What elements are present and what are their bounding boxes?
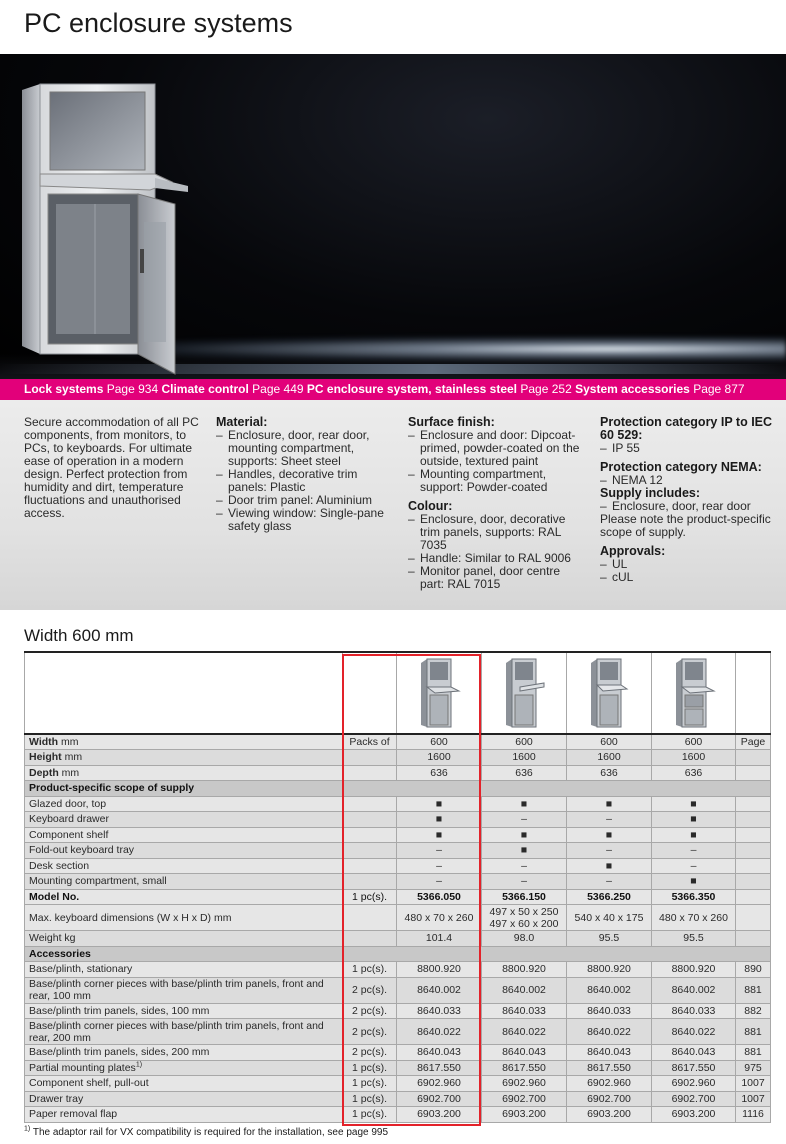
dim-value: 1600 — [652, 750, 736, 766]
approvals-heading: Approvals: — [600, 544, 666, 558]
keyboard-value: 480 x 70 x 260 — [652, 905, 736, 931]
accessory-model-number: 8617.550 — [652, 1060, 736, 1076]
packs-header: Packs of — [343, 734, 397, 750]
scope-value: ■ — [567, 827, 652, 843]
scope-row — [25, 858, 771, 874]
accessory-label: Component shelf, pull-out — [25, 1076, 343, 1092]
accessory-model-number: 8640.033 — [652, 1003, 736, 1019]
material-column — [216, 416, 394, 533]
model-row — [25, 889, 771, 905]
dim-unit: mm — [58, 766, 80, 779]
model-number: 5366.050 — [397, 889, 482, 905]
accessory-packs: 1 pc(s). — [343, 1060, 397, 1076]
stainless-steel-page: Page 252 — [520, 382, 572, 396]
accessory-page: 881 — [736, 1019, 771, 1045]
dim-value: 600 — [397, 734, 482, 750]
product-image-5366350 — [652, 652, 736, 734]
dim-value: 600 — [652, 734, 736, 750]
scope-value: ■ — [652, 812, 736, 828]
scope-value: – — [397, 858, 482, 874]
accessory-packs: 2 pc(s). — [343, 977, 397, 1003]
accessories-body — [25, 962, 771, 1123]
product-image-5366050 — [397, 652, 482, 734]
dim-value: 636 — [482, 765, 567, 781]
accessory-row — [25, 1003, 771, 1019]
accessory-model-number: 8800.920 — [652, 962, 736, 978]
system-accessories-link[interactable]: System accessories — [575, 382, 690, 396]
climate-control-link[interactable]: Climate control — [161, 382, 249, 396]
accessory-model-number: 8640.043 — [397, 1045, 482, 1061]
material-item: – Door trim panel: Aluminium — [216, 494, 394, 507]
product-image-5366150 — [482, 652, 567, 734]
dim-row-depth — [25, 765, 771, 781]
surface-item: – Mounting compartment, support: Powder-coated — [408, 468, 584, 494]
scope-label: Desk section — [25, 858, 343, 874]
scope-value: – — [482, 858, 567, 874]
accessory-model-number: 8640.033 — [482, 1003, 567, 1019]
scope-value: ■ — [482, 796, 567, 812]
accessory-model-number: 8640.002 — [567, 977, 652, 1003]
accessory-model-number: 8640.033 — [397, 1003, 482, 1019]
supply-heading: Supply includes: — [600, 486, 701, 500]
weight-label: Weight kg — [25, 931, 343, 947]
scope-value: – — [482, 812, 567, 828]
scope-value: – — [567, 843, 652, 859]
dim-value: 600 — [482, 734, 567, 750]
accessory-model-number: 8617.550 — [482, 1060, 567, 1076]
accessory-model-number: 8640.002 — [397, 977, 482, 1003]
stainless-steel-link[interactable]: PC enclosure system, stainless steel — [306, 382, 518, 396]
accessory-model-number: 6902.960 — [397, 1076, 482, 1092]
scope-row — [25, 843, 771, 859]
model-packs: 1 pc(s). — [343, 889, 397, 905]
intro-description: Secure accommodation of all PC components, from monitors, to PCs, to keyboards. For ultimate ease of operation in a modern design. Perfect protection from humidity and dirt, temperature fluctuations and unauthorised access. — [24, 415, 199, 520]
model-number: 5366.350 — [652, 889, 736, 905]
material-heading: Material: — [216, 415, 268, 429]
dim-label: Depth — [29, 766, 59, 779]
accessory-model-number: 8800.920 — [397, 962, 482, 978]
accessory-model-number: 6902.700 — [397, 1091, 482, 1107]
accessory-model-number: 8640.043 — [652, 1045, 736, 1061]
accessory-packs: 1 pc(s). — [343, 1107, 397, 1123]
scope-label: Fold-out keyboard tray — [25, 843, 343, 859]
scope-value: – — [567, 874, 652, 890]
accessory-row — [25, 962, 771, 978]
colour-item: – Handle: Similar to RAL 9006 — [408, 552, 584, 565]
surface-item: – Enclosure and door: Dipcoat-primed, powder-coated on the outside, textured paint — [408, 429, 584, 468]
scope-row — [25, 874, 771, 890]
accessory-label: Base/plinth corner pieces with base/plinth trim panels, front and rear, 100 mm — [25, 977, 343, 1003]
scope-value: – — [652, 843, 736, 859]
accessory-model-number: 8640.022 — [482, 1019, 567, 1045]
scope-label: Glazed door, top — [25, 796, 343, 812]
product-table — [24, 651, 770, 1123]
dim-unit: mm — [58, 736, 79, 748]
accessory-model-number: 8640.002 — [482, 977, 567, 1003]
keyboard-value-multi — [482, 905, 567, 931]
accessories-header-row — [25, 946, 771, 962]
cabinet-mounting-compartment-icon — [672, 657, 716, 729]
accessory-row — [25, 1091, 771, 1107]
accessory-label: Drawer tray — [25, 1091, 343, 1107]
dim-value: 1600 — [482, 750, 567, 766]
cross-reference-bar — [0, 379, 786, 400]
accessory-model-number: 6902.700 — [482, 1091, 567, 1107]
accessory-label: Base/plinth trim panels, sides, 100 mm — [25, 1003, 343, 1019]
scope-value: – — [567, 812, 652, 828]
accessory-model-number: 6902.700 — [652, 1091, 736, 1107]
page-title: PC enclosure systems — [24, 8, 293, 38]
accessory-model-number: 6902.960 — [567, 1076, 652, 1092]
accessory-row — [25, 1045, 771, 1061]
accessory-row — [25, 1060, 771, 1076]
accessory-model-number: 6902.960 — [482, 1076, 567, 1092]
dim-unit: mm — [61, 751, 83, 764]
model-number: 5366.150 — [482, 889, 567, 905]
keyboard-value: 497 x 60 x 200 — [489, 917, 559, 930]
supply-item: – Enclosure, door, rear door — [600, 500, 776, 513]
accessory-model-number: 6903.200 — [652, 1107, 736, 1123]
accessory-packs: 2 pc(s). — [343, 1003, 397, 1019]
accessory-packs: 2 pc(s). — [343, 1019, 397, 1045]
scope-value: – — [652, 858, 736, 874]
dim-value: 1600 — [567, 750, 652, 766]
approval-item: – cUL — [600, 571, 776, 584]
ip-heading: Protection category IP to IEC 60 529: — [600, 415, 773, 442]
nema-item: – NEMA 12 — [600, 474, 776, 487]
scope-value: – — [397, 874, 482, 890]
scope-value: – — [397, 843, 482, 859]
accessory-page: 881 — [736, 1045, 771, 1061]
weight-value: 98.0 — [482, 931, 567, 947]
weight-row — [25, 931, 771, 947]
footnote — [24, 1127, 388, 1138]
accessory-model-number: 6903.200 — [482, 1107, 567, 1123]
scope-value: ■ — [567, 796, 652, 812]
material-item: – Handles, decorative trim panels: Plastic — [216, 468, 394, 494]
scope-header-row — [25, 781, 771, 797]
scope-value: – — [482, 874, 567, 890]
cabinet-keyboard-drawer-icon — [417, 657, 461, 729]
product-images-row — [25, 652, 771, 734]
dim-row-height — [25, 750, 771, 766]
scope-value: ■ — [652, 827, 736, 843]
scope-value: ■ — [397, 796, 482, 812]
footnote-ref: 1) — [135, 1061, 143, 1069]
accessory-model-number: 8800.920 — [567, 962, 652, 978]
accessory-model-number: 8800.920 — [482, 962, 567, 978]
accessory-label: Base/plinth corner pieces with base/plinth trim panels, front and rear, 200 mm — [25, 1019, 343, 1045]
keyboard-value: 480 x 70 x 260 — [397, 905, 482, 931]
accessory-model-number: 8640.043 — [482, 1045, 567, 1061]
accessory-page: 882 — [736, 1003, 771, 1019]
surface-colour-column — [408, 416, 584, 591]
lock-systems-link[interactable]: Lock systems — [24, 382, 104, 396]
model-number: 5366.250 — [567, 889, 652, 905]
scope-value: ■ — [482, 843, 567, 859]
scope-label: Mounting compartment, small — [25, 874, 343, 890]
keyboard-value: 540 x 40 x 175 — [567, 905, 652, 931]
dim-label: Height — [29, 751, 62, 764]
accessory-label: Base/plinth, stationary — [25, 962, 343, 978]
footnote-marker: 1) — [24, 1125, 31, 1133]
accessory-model-number: 6903.200 — [397, 1107, 482, 1123]
dim-label: Width — [29, 736, 59, 748]
lock-systems-page: Page 934 — [106, 382, 159, 396]
scope-header: Product-specific scope of supply — [25, 781, 771, 797]
accessory-label: Base/plinth trim panels, sides, 200 mm — [25, 1045, 343, 1061]
accessory-model-number: 8640.002 — [652, 977, 736, 1003]
dim-row-width — [25, 734, 771, 750]
dim-value: 636 — [397, 765, 482, 781]
system-accessories-page: Page 877 — [693, 382, 745, 396]
nema-heading: Protection category NEMA: — [600, 460, 762, 474]
accessory-row — [25, 977, 771, 1003]
approval-item: – UL — [600, 558, 776, 571]
scope-value: ■ — [567, 858, 652, 874]
accessory-page: 1116 — [736, 1107, 771, 1123]
intro-panel — [0, 400, 786, 610]
accessory-label: Paper removal flap — [25, 1107, 343, 1123]
scope-label: Keyboard drawer — [25, 812, 343, 828]
cabinet-foldout-tray-icon — [502, 657, 546, 729]
scope-label: Component shelf — [25, 827, 343, 843]
protection-column — [600, 416, 776, 584]
accessory-model-number: 8640.033 — [567, 1003, 652, 1019]
accessory-model-number: 8640.022 — [567, 1019, 652, 1045]
description-column — [24, 416, 202, 520]
dim-value: 600 — [567, 734, 652, 750]
pc-enclosure-illustration — [0, 54, 786, 379]
page-header: Page — [736, 734, 771, 750]
accessories-header: Accessories — [25, 946, 771, 962]
scope-value: ■ — [482, 827, 567, 843]
accessory-page: 1007 — [736, 1091, 771, 1107]
accessory-model-number: 8617.550 — [567, 1060, 652, 1076]
scope-row — [25, 796, 771, 812]
scope-value: ■ — [397, 812, 482, 828]
weight-value: 95.5 — [567, 931, 652, 947]
dim-value: 1600 — [397, 750, 482, 766]
material-item: – Enclosure, door, rear door, mounting compartment, supports: Sheet steel — [216, 429, 394, 468]
colour-item: – Monitor panel, door centre part: RAL 7015 — [408, 565, 584, 591]
material-item: – Viewing window: Single-pane safety glass — [216, 507, 394, 533]
accessory-model-number: 6902.700 — [567, 1091, 652, 1107]
hero-image — [0, 54, 786, 379]
footnote-text: The adaptor rail for VX compatibility is required for the installation, see page 995 — [30, 1127, 389, 1138]
dim-value: 636 — [567, 765, 652, 781]
model-label: Model No. — [25, 889, 343, 905]
colour-heading: Colour: — [408, 499, 453, 513]
surface-finish-heading: Surface finish: — [408, 415, 495, 429]
weight-value: 101.4 — [397, 931, 482, 947]
accessory-packs: 1 pc(s). — [343, 1091, 397, 1107]
accessory-page: 975 — [736, 1060, 771, 1076]
ip-item: – IP 55 — [600, 442, 776, 455]
accessory-row — [25, 1019, 771, 1045]
accessory-model-number: 8617.550 — [397, 1060, 482, 1076]
accessory-label: Partial mounting plates$^{1)}$ — [25, 1060, 343, 1076]
accessory-model-number: 8640.043 — [567, 1045, 652, 1061]
scope-value: ■ — [652, 796, 736, 812]
supply-note: Please note the product-specific scope of supply. — [600, 512, 771, 539]
keyboard-dimensions-row — [25, 905, 771, 931]
accessory-model-number: 6903.200 — [567, 1107, 652, 1123]
scope-value: ■ — [397, 827, 482, 843]
weight-value: 95.5 — [652, 931, 736, 947]
accessory-page: 890 — [736, 962, 771, 978]
keyboard-value: 497 x 50 x 250 — [489, 905, 559, 918]
accessory-model-number: 8640.022 — [397, 1019, 482, 1045]
accessory-row — [25, 1107, 771, 1123]
accessory-page: 881 — [736, 977, 771, 1003]
accessory-page: 1007 — [736, 1076, 771, 1092]
keyboard-label: Max. keyboard dimensions (W x H x D) mm — [25, 905, 343, 931]
product-image-5366250 — [567, 652, 652, 734]
cabinet-desk-section-icon — [587, 657, 631, 729]
colour-item: – Enclosure, door, decorative trim panels, supports: RAL 7035 — [408, 513, 584, 552]
accessory-model-number: 8640.022 — [652, 1019, 736, 1045]
scope-row — [25, 827, 771, 843]
accessory-packs: 2 pc(s). — [343, 1045, 397, 1061]
accessory-packs: 1 pc(s). — [343, 962, 397, 978]
accessory-row — [25, 1076, 771, 1092]
climate-control-page: Page 449 — [252, 382, 304, 396]
section-title: Width 600 mm — [24, 626, 134, 645]
scope-row — [25, 812, 771, 828]
accessory-model-number: 6902.960 — [652, 1076, 736, 1092]
dim-value: 636 — [652, 765, 736, 781]
scope-value: ■ — [652, 874, 736, 890]
accessory-packs: 1 pc(s). — [343, 1076, 397, 1092]
